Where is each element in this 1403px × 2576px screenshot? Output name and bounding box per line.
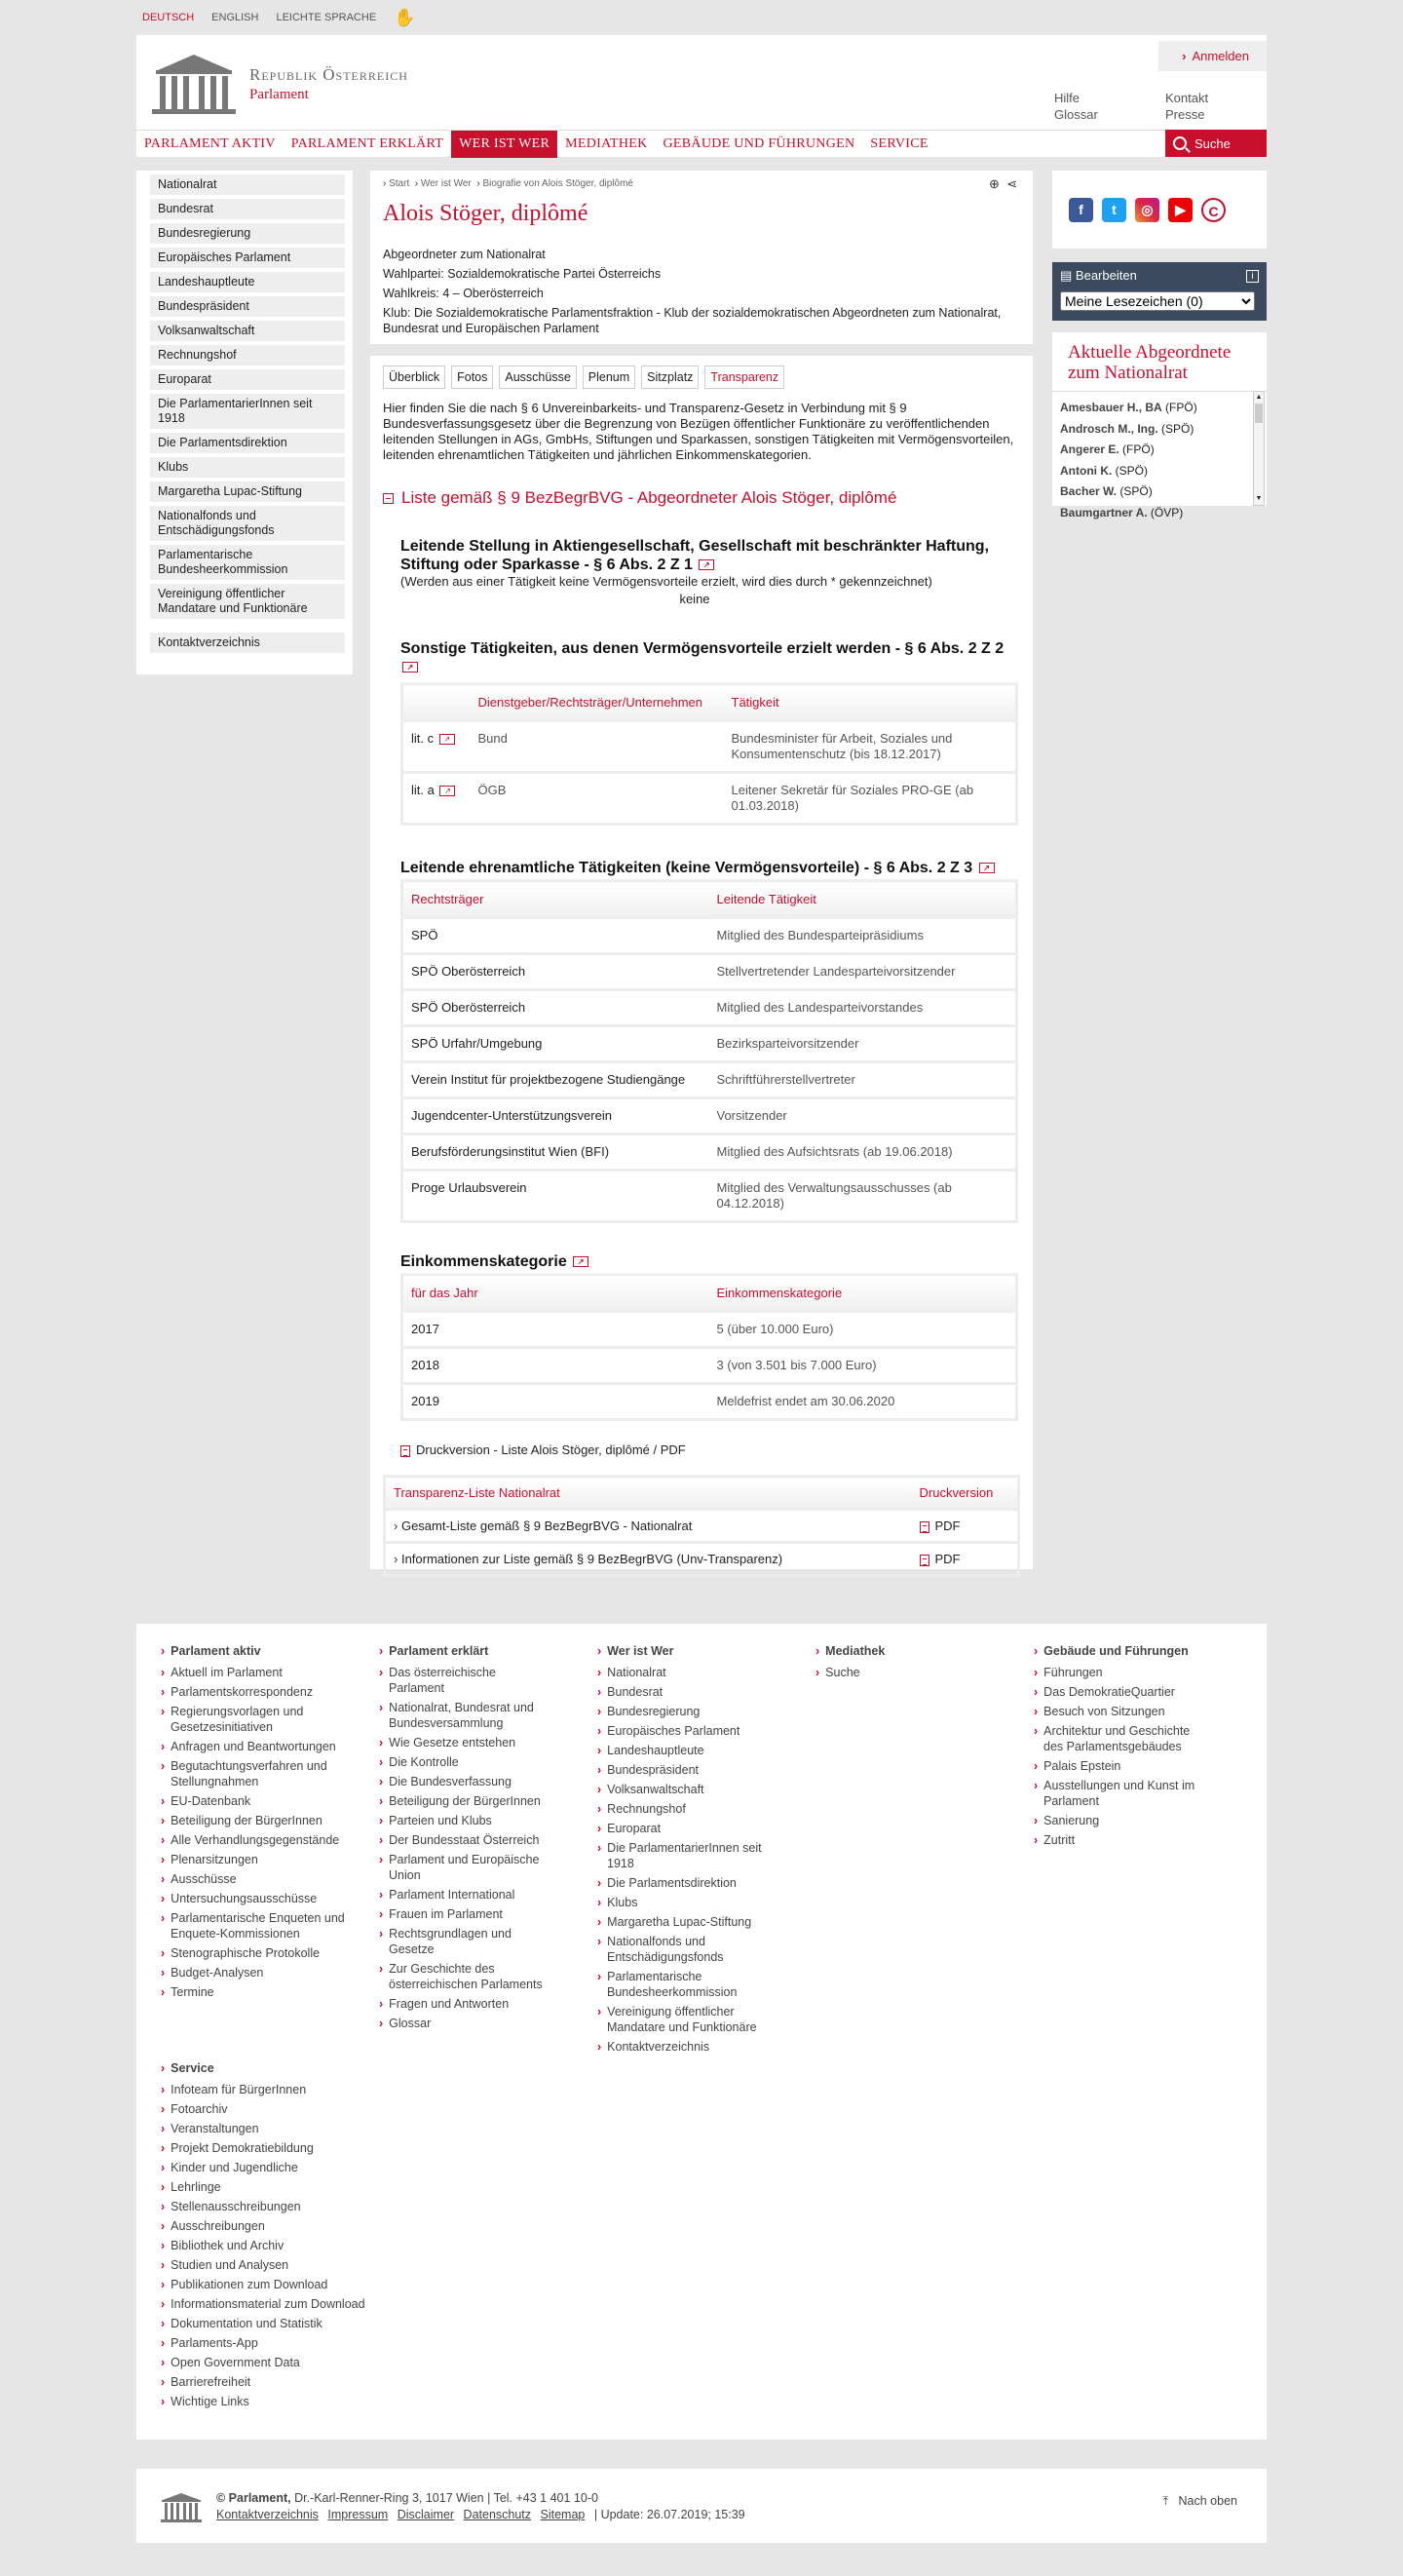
footer-link[interactable]: › Volksanwaltschaft — [597, 1782, 773, 1797]
tabs — [383, 365, 1020, 389]
footer-link[interactable]: › Parlamentarische Bundesheerkommission — [597, 1969, 773, 2000]
member-list — [1052, 392, 1247, 519]
back-to-top-label: Nach oben — [1178, 2494, 1237, 2508]
footer-link[interactable]: › Landeshauptleute — [597, 1743, 773, 1758]
footer-link[interactable]: › Die Bundesverfassung — [379, 1774, 554, 1789]
lit-label: lit. a — [411, 783, 435, 797]
page-footer — [136, 2469, 1267, 2543]
footer-link[interactable]: › Nationalfonds und Entschädigungsfonds — [597, 1934, 773, 1965]
list-link[interactable]: › Informationen zur Liste gemäß § 9 BezBegrBVG (Unv-Transparenz) — [385, 1543, 912, 1576]
column-header: Rechtsträger — [402, 881, 709, 918]
footer-link[interactable]: › Fragen und Antworten — [379, 1996, 554, 2012]
footer-link[interactable]: › Infoteam für BürgerInnen — [161, 2082, 375, 2097]
nav-gebaeude[interactable]: GEBÄUDE UND FÜHRUNGEN — [663, 135, 855, 151]
table-row — [402, 1312, 1017, 1348]
update-date: | Update: 26.07.2019; 15:39 — [593, 2508, 745, 2521]
footer-link[interactable]: › Projekt Demokratiebildung — [161, 2140, 375, 2156]
footer-link-privacy[interactable]: Datenschutz — [463, 2508, 532, 2521]
bookmarks-panel — [1052, 262, 1267, 321]
table-row — [402, 990, 1017, 1026]
tab-plenum[interactable]: Plenum — [583, 365, 635, 389]
table-row — [385, 1543, 1019, 1576]
org-cell: Jugendcenter-Unterstützungsverein — [402, 1098, 709, 1134]
tab-transparency[interactable]: Transparenz — [704, 365, 784, 389]
footer-link[interactable]: › Ausschüsse — [161, 1871, 346, 1887]
tab-photos[interactable]: Fotos — [451, 365, 493, 389]
scrollbar[interactable]: ▲ ▼ — [1253, 391, 1265, 506]
search-icon — [1173, 136, 1187, 150]
table-row — [402, 1026, 1017, 1062]
sign-language-icon[interactable]: ✋ — [394, 7, 416, 27]
nav-mediathek[interactable]: MEDIATHEK — [565, 135, 648, 151]
main-nav — [136, 130, 1267, 157]
breadcrumb-item[interactable]: › Start — [383, 178, 409, 189]
table-row — [402, 1134, 1017, 1171]
footer-heading[interactable]: › Service — [161, 2060, 375, 2076]
search-button[interactable] — [1165, 130, 1267, 157]
list-item[interactable]: Antoni K. (SPÖ) — [1060, 463, 1149, 478]
table-row — [402, 1171, 1017, 1222]
sidebar-item[interactable]: Landeshauptleute — [150, 272, 345, 292]
pdf-icon — [400, 1445, 410, 1457]
breadcrumb-item[interactable]: › Wer ist Wer — [415, 178, 472, 189]
column-header: Einkommenskategorie — [709, 1275, 1017, 1312]
footer-link[interactable]: › Die ParlamentarierInnen seit 1918 — [597, 1840, 773, 1871]
footer-link[interactable]: › Parteien und Klubs — [379, 1813, 554, 1828]
section-honorary — [400, 859, 1020, 1223]
transparency-list-table — [383, 1475, 1020, 1577]
footer-link[interactable]: › Publikationen zum Download — [161, 2277, 375, 2292]
current-members-panel — [1052, 332, 1267, 519]
footer-link[interactable]: › Bibliothek und Archiv — [161, 2238, 375, 2253]
sidebar-item[interactable]: Parlamentarische Bundesheerkommission — [150, 545, 345, 580]
external-link-icon[interactable]: ↗ — [979, 863, 995, 873]
footer-link[interactable]: › Ausstellungen und Kunst im Parlament — [1034, 1778, 1209, 1809]
footer-link[interactable]: › Vereinigung öffentlicher Mandatare und Funktionäre — [597, 2004, 773, 2035]
edit-icon: ▤ — [1060, 268, 1073, 283]
facebook-icon[interactable]: f — [1069, 198, 1093, 222]
sidebar-item[interactable]: Bundespräsident — [150, 296, 345, 317]
bookmark-add-icon[interactable]: ⊕ — [988, 176, 1000, 191]
sidebar-item[interactable]: Bundesrat — [150, 199, 345, 219]
bio-line: Wahlpartei: Sozialdemokratische Partei Österreichs — [383, 267, 662, 281]
activity-cell: Mitglied des Verwaltungsausschusses (ab 04.12.2018) — [709, 1171, 1017, 1222]
s2-title: Sonstige Tätigkeiten, aus denen Vermögensvorteile erzielt werden - § 6 Abs. 2 Z 2 — [400, 640, 1005, 657]
footer-link-contacts[interactable]: Kontaktverzeichnis — [216, 2508, 319, 2521]
footer-link[interactable]: › Sanierung — [1034, 1813, 1209, 1828]
pdf-icon — [920, 1555, 929, 1566]
footer-col-service — [161, 2060, 375, 2413]
footer-link[interactable]: › Parlament International — [379, 1887, 554, 1903]
footer-link[interactable]: › Bundesrat — [597, 1684, 773, 1700]
activity-cell: Leitener Sekretär für Soziales PRO-GE (ab 01.03.2018) — [724, 773, 1017, 825]
footer-link[interactable]: › Parlamentskorrespondenz — [161, 1684, 346, 1700]
footer-link[interactable]: › Fotoarchiv — [161, 2101, 375, 2117]
footer-link[interactable]: › Barrierefreiheit — [161, 2374, 375, 2390]
copyright: © Parlament, — [216, 2491, 291, 2505]
footer-link[interactable]: › Palais Epstein — [1034, 1758, 1209, 1774]
footer-link[interactable]: › Besuch von Sitzungen — [1034, 1704, 1209, 1719]
footer-link[interactable]: › Stenographische Protokolle — [161, 1945, 346, 1961]
print-version-label: Druckversion - Liste Alois Stöger, diplômé / PDF — [416, 1442, 686, 1457]
footer-link[interactable]: › Bundespräsident — [597, 1762, 773, 1778]
activity-cell: Bezirksparteivorsitzender — [709, 1026, 1017, 1062]
sidebar-item[interactable]: Volksanwaltschaft — [150, 321, 345, 341]
footer-link[interactable]: › Architektur und Geschichte des Parlamentsgebäudes — [1034, 1723, 1209, 1754]
sidebar-item[interactable]: Klubs — [150, 457, 345, 478]
footer-link[interactable]: › Glossar — [379, 2016, 554, 2031]
footer-link[interactable]: › Anfragen und Beantwortungen — [161, 1739, 346, 1754]
header — [136, 35, 1267, 157]
org-cell: SPÖ Urfahr/Umgebung — [402, 1026, 709, 1062]
tab-committees[interactable]: Ausschüsse — [499, 365, 576, 389]
column-header: Dienstgeber/Rechtsträger/Unternehmen — [471, 684, 724, 721]
footer-link-disclaimer[interactable]: Disclaimer — [397, 2508, 455, 2521]
activity-cell: Mitglied des Bundesparteipräsidiums — [709, 918, 1017, 954]
s4-title: Einkommenskategorie — [400, 1253, 567, 1270]
footer-link[interactable]: › Der Bundesstaat Österreich — [379, 1832, 554, 1848]
logo[interactable] — [150, 53, 408, 115]
list-item[interactable]: Bacher W. (SPÖ) — [1060, 484, 1153, 498]
footer-link[interactable]: › Termine — [161, 1984, 346, 2000]
activity-cell: Mitglied des Landesparteivorstandes — [709, 990, 1017, 1026]
list-item[interactable]: Angerer E. (FPÖ) — [1060, 442, 1155, 456]
parliament-building-icon — [150, 53, 238, 115]
bookmarks-select[interactable] — [1060, 291, 1255, 311]
footer-link[interactable]: › Das DemokratieQuartier — [1034, 1684, 1209, 1700]
sidebar-item[interactable]: Nationalfonds und Entschädigungsfonds — [150, 506, 345, 541]
logo-subtitle: Parlament — [249, 86, 309, 102]
glossary-link[interactable]: Glossar — [1054, 107, 1098, 122]
footer-heading[interactable]: › Gebäude und Führungen — [1034, 1643, 1209, 1659]
footer-link[interactable]: › Regierungsvorlagen und Gesetzesinitiativen — [161, 1704, 346, 1735]
org-cell: SPÖ Oberösterreich — [402, 954, 709, 990]
table-row — [402, 1098, 1017, 1134]
footer-link[interactable]: › Führungen — [1034, 1665, 1209, 1680]
footer-heading[interactable]: › Mediathek — [815, 1643, 991, 1659]
footer-link-imprint[interactable]: Impressum — [327, 2508, 389, 2521]
pdf-label: PDF — [934, 1552, 961, 1566]
footer-col-mediathek — [815, 1643, 991, 1684]
footer-col-aktiv — [161, 1643, 346, 2004]
s3-table — [400, 879, 1018, 1223]
footer-link[interactable]: › Aktuell im Parlament — [161, 1665, 346, 1680]
sidebar-item-contacts[interactable]: Kontaktverzeichnis — [150, 633, 345, 653]
bio-line: Klub: Die Sozialdemokratische Parlamentsfraktion - Klub der sozialdemokratischen Abgeordneten zum Nationalrat, Bundesrat und Europäischen Parlament — [383, 306, 1002, 335]
footer-link[interactable]: › Zutritt — [1034, 1832, 1209, 1848]
bio-card — [370, 171, 1033, 344]
footer-link[interactable]: › Studien und Analysen — [161, 2257, 375, 2273]
arrow-up-icon: ⤒ — [1162, 2494, 1169, 2508]
category-cell: 3 (von 3.501 bis 7.000 Euro) — [709, 1348, 1017, 1384]
contact-link[interactable]: Kontakt — [1165, 91, 1209, 105]
search-label: Suche — [1194, 135, 1231, 151]
org-cell: Berufsförderungsinstitut Wien (BFI) — [402, 1134, 709, 1171]
footer-link[interactable]: › Suche — [815, 1665, 991, 1680]
print-version-link[interactable] — [400, 1442, 1020, 1457]
back-to-top-link[interactable] — [1163, 2494, 1237, 2509]
footer-link[interactable]: › Die Kontrolle — [379, 1754, 554, 1770]
footer-link[interactable]: › Budget-Analysen — [161, 1965, 346, 1980]
table-row — [402, 1062, 1017, 1098]
table-row — [402, 918, 1017, 954]
service-links-2 — [1165, 90, 1208, 123]
table-row — [402, 1384, 1017, 1420]
sidebar-item[interactable]: Bundesregierung — [150, 223, 345, 244]
footer-link-sitemap[interactable]: Sitemap — [540, 2508, 586, 2521]
footer-link[interactable]: › Veranstaltungen — [161, 2121, 375, 2136]
activity-cell: Bundesminister für Arbeit, Soziales und Konsumentenschutz (bis 18.12.2017) — [724, 721, 1017, 773]
footer-link[interactable]: › Wie Gesetze entstehen — [379, 1735, 554, 1750]
breadcrumb — [383, 178, 1020, 189]
footer-link[interactable]: › Beteiligung der BürgerInnen — [379, 1793, 554, 1809]
lang-easy[interactable]: LEICHTE SPRACHE — [276, 12, 377, 23]
pdf-icon — [920, 1521, 929, 1533]
lang-english[interactable]: ENGLISH — [211, 12, 259, 23]
table-row — [402, 773, 1017, 825]
sidebar-item[interactable]: Die ParlamentarierInnen seit 1918 — [150, 394, 345, 429]
language-bar — [136, 0, 1267, 35]
external-link-icon[interactable]: ↗ — [402, 662, 418, 673]
footer-link[interactable]: › Ausschreibungen — [161, 2218, 375, 2234]
footer-link[interactable]: › Kinder und Jugendliche — [161, 2160, 375, 2175]
section-other-activities — [400, 639, 1020, 826]
sidebar-item[interactable]: Europäisches Parlament — [150, 248, 345, 268]
nav-parlament-erklaert[interactable]: PARLAMENT ERKLÄRT — [290, 135, 444, 151]
logo-title: Republik Österreich — [249, 64, 408, 84]
bio-line: Abgeordneter zum Nationalrat — [383, 248, 546, 261]
sidebar-item[interactable]: Die Parlamentsdirektion — [150, 433, 345, 453]
column-header: für das Jahr — [402, 1275, 709, 1312]
external-link-icon[interactable]: ↗ — [439, 786, 455, 796]
section-toggle[interactable] — [383, 488, 1020, 508]
footer-link[interactable]: › Dokumentation und Statistik — [161, 2316, 375, 2331]
footer-link[interactable]: › Open Government Data — [161, 2355, 375, 2370]
footer-link[interactable]: › Stellenausschreibungen — [161, 2199, 375, 2214]
address: Dr.-Karl-Renner-Ring 3, 1017 Wien | Tel. +43 1 401 10-0 — [290, 2491, 598, 2505]
footer-link[interactable]: › EU-Datenbank — [161, 1793, 346, 1809]
footer-link[interactable]: › Kontaktverzeichnis — [597, 2039, 773, 2055]
org-cell: Verein Institut für projektbezogene Studiengänge — [402, 1062, 709, 1098]
footer-link[interactable]: › Europarat — [597, 1821, 773, 1836]
footer-sitemap — [136, 1624, 1267, 2440]
login-button[interactable]: › Anmelden — [1158, 41, 1267, 71]
sidebar — [136, 171, 353, 674]
footer-link[interactable]: › Lehrlinge — [161, 2179, 375, 2195]
breadcrumb-item: › Biografie von Alois Stöger, diplômé — [476, 178, 633, 189]
sidebar-item[interactable]: Vereinigung öffentlicher Mandatare und Funktionäre — [150, 584, 345, 619]
year-cell: 2018 — [402, 1348, 709, 1384]
footer-link[interactable]: › Alle Verhandlungsgegenstände — [161, 1832, 346, 1848]
footer-link[interactable]: › Die Parlamentsdirektion — [597, 1875, 773, 1891]
column-header: Tätigkeit — [724, 684, 1017, 721]
list-item[interactable]: Androsch M., Ing. (SPÖ) — [1060, 421, 1194, 436]
footer-link[interactable]: › Begutachtungsverfahren und Stellungnahmen — [161, 1758, 346, 1789]
parliament-logo-icon — [160, 2492, 203, 2523]
nav-parlament-aktiv[interactable]: PARLAMENT AKTIV — [144, 135, 276, 151]
column-header: Leitende Tätigkeit — [709, 881, 1017, 918]
sidebar-item[interactable]: Margaretha Lupac-Stiftung — [150, 481, 345, 502]
s2-table — [400, 682, 1018, 826]
year-cell: 2019 — [402, 1384, 709, 1420]
footer-link[interactable]: › Beteiligung der BürgerInnen — [161, 1813, 346, 1828]
footer-col-gebaeude — [1034, 1643, 1209, 1852]
app-icon[interactable]: C — [1201, 198, 1226, 222]
column-header: Transparenz-Liste Nationalrat — [385, 1477, 912, 1510]
sidebar-item[interactable]: Nationalrat — [150, 174, 345, 195]
footer-link[interactable]: › Nationalrat — [597, 1665, 773, 1680]
column-header: Druckversion — [912, 1477, 1019, 1510]
activity-cell: Vorsitzender — [709, 1098, 1017, 1134]
sidebar-item[interactable]: Europarat — [150, 369, 345, 390]
tab-overview[interactable]: Überblick — [383, 365, 445, 389]
year-cell: 2017 — [402, 1312, 709, 1348]
external-link-icon[interactable]: ↗ — [439, 734, 455, 745]
nav-wer-ist-wer[interactable]: WER IST WER — [451, 131, 557, 158]
footer-link[interactable]: › Wichtige Links — [161, 2394, 375, 2409]
s1-value: keine — [679, 592, 710, 606]
help-link[interactable]: Hilfe — [1054, 91, 1081, 105]
s3-title: Leitende ehrenamtliche Tätigkeiten (keine Vermögensvorteile) - § 6 Abs. 2 Z 3 — [400, 860, 973, 876]
s4-table — [400, 1273, 1018, 1421]
footer-link[interactable]: › Parlament und Europäische Union — [379, 1852, 554, 1883]
external-link-icon[interactable]: ↗ — [699, 559, 714, 570]
instagram-icon[interactable]: ◎ — [1135, 198, 1159, 222]
sidebar-item[interactable]: Rechnungshof — [150, 345, 345, 365]
section-title: Liste gemäß § 9 BezBegrBVG - Abgeordneter Alois Stöger, diplômé — [401, 488, 897, 507]
footer-heading[interactable]: › Wer ist Wer — [597, 1643, 773, 1659]
footer-link[interactable]: › Informationsmaterial zum Download — [161, 2296, 375, 2312]
footer-link[interactable]: › Rechnungshof — [597, 1801, 773, 1817]
footer-link[interactable]: › Parlaments-App — [161, 2335, 375, 2351]
footer-link[interactable]: › Plenarsitzungen — [161, 1852, 346, 1867]
pdf-label: PDF — [934, 1519, 961, 1533]
footer-link[interactable]: › Nationalrat, Bundesrat und Bundesversammlung — [379, 1700, 554, 1731]
youtube-icon[interactable]: ▶ — [1168, 198, 1193, 222]
pdf-link[interactable] — [912, 1510, 1019, 1543]
info-icon[interactable]: i — [1246, 270, 1259, 283]
footer-link[interactable]: › Bundesregierung — [597, 1704, 773, 1719]
org-cell: Bund — [471, 721, 724, 773]
activity-cell: Mitglied des Aufsichtsrats (ab 19.06.2018) — [709, 1134, 1017, 1171]
category-cell: Meldefrist endet am 30.06.2020 — [709, 1384, 1017, 1420]
activity-cell: Schriftführerstellvertreter — [709, 1062, 1017, 1098]
table-row — [385, 1510, 1019, 1543]
footer-link[interactable]: › Margaretha Lupac-Stiftung — [597, 1914, 773, 1930]
org-cell: ÖGB — [471, 773, 724, 825]
service-links-1 — [1054, 90, 1098, 123]
footer-link[interactable]: › Klubs — [597, 1895, 773, 1910]
intro-text: Hier finden Sie die nach § 6 Unvereinbarkeits- und Transparenz-Gesetz in Verbindung mit § 9 Bundesverfassungsgesetz über die Begrenzung von Bezügen öffentlicher Funktionäre zu veröffentlichenden leitenden Stellungen in AGs, GmbHs, Stiftungen und Sparkassen, sonstigen Tätigkeiten mit Vermögensvorteilen, leitenden ehrenamtlichen Tätigkeiten und jährlichen Einkommenskategorien. — [383, 401, 1014, 462]
footer-link[interactable]: › Rechtsgrundlagen und Gesetze — [379, 1926, 554, 1957]
footer-link[interactable]: › Parlamentarische Enqueten und Enquete-Kommissionen — [161, 1910, 346, 1942]
collapse-icon — [383, 493, 394, 504]
org-cell: Proge Urlaubsverein — [402, 1171, 709, 1222]
footer-link[interactable]: › Untersuchungsausschüsse — [161, 1891, 346, 1906]
bookmarks-edit-label[interactable]: Bearbeiten — [1075, 268, 1137, 283]
content-card — [370, 356, 1033, 1569]
footer-col-erklaert — [379, 1643, 554, 2035]
footer-link[interactable]: › Frauen im Parlament — [379, 1906, 554, 1922]
table-row — [402, 1348, 1017, 1384]
footer-col-wer — [597, 1643, 773, 2058]
footer-heading[interactable]: › Parlament erklärt — [379, 1643, 554, 1659]
footer-link[interactable]: › Zur Geschichte des österreichischen Parlaments — [379, 1961, 554, 1992]
s1-note: (Werden aus einer Tätigkeit keine Vermögensvorteile erzielt, wird dies durch * gekennzeichnet) — [400, 574, 932, 589]
org-cell: SPÖ Oberösterreich — [402, 990, 709, 1026]
nav-service[interactable]: SERVICE — [870, 135, 929, 151]
section-income — [400, 1252, 1020, 1421]
footer-link[interactable]: › Das österreichische Parlament — [379, 1665, 554, 1696]
social-links — [1052, 171, 1267, 249]
table-row — [402, 721, 1017, 773]
section-leading-positions — [400, 537, 1020, 606]
twitter-icon[interactable]: t — [1102, 198, 1126, 222]
lit-label: lit. c — [411, 731, 435, 746]
list-item[interactable]: Amesbauer H., BA (FPÖ) — [1060, 401, 1197, 414]
press-link[interactable]: Presse — [1165, 107, 1205, 122]
footer-link[interactable]: › Europäisches Parlament — [597, 1723, 773, 1739]
category-cell: 5 (über 10.000 Euro) — [709, 1312, 1017, 1348]
share-icon[interactable]: ⋖ — [1006, 176, 1017, 191]
tab-seat[interactable]: Sitzplatz — [641, 365, 699, 389]
list-link[interactable]: › Gesamt-Liste gemäß § 9 BezBegrBVG - Nationalrat — [385, 1510, 912, 1543]
lang-german[interactable]: DEUTSCH — [142, 12, 195, 23]
table-row — [402, 954, 1017, 990]
current-members-title: Aktuelle Abgeordnete zum Nationalrat — [1052, 332, 1267, 392]
external-link-icon[interactable]: ↗ — [573, 1256, 588, 1267]
pdf-link[interactable] — [912, 1543, 1019, 1576]
activity-cell: Stellvertretender Landesparteivorsitzender — [709, 954, 1017, 990]
bio-line: Wahlkreis: 4 – Oberösterreich — [383, 287, 544, 300]
list-item[interactable]: Baumgartner A. (ÖVP) — [1060, 505, 1184, 519]
org-cell: SPÖ — [402, 918, 709, 954]
footer-heading[interactable]: › Parlament aktiv — [161, 1643, 346, 1659]
s1-title: Leitende Stellung in Aktiengesellschaft, Gesellschaft mit beschränkter Haftung, Stiftung oder Sparkasse - § 6 Abs. 2 Z 1 — [400, 538, 989, 573]
page-title: Alois Stöger, diplômé — [383, 201, 588, 226]
